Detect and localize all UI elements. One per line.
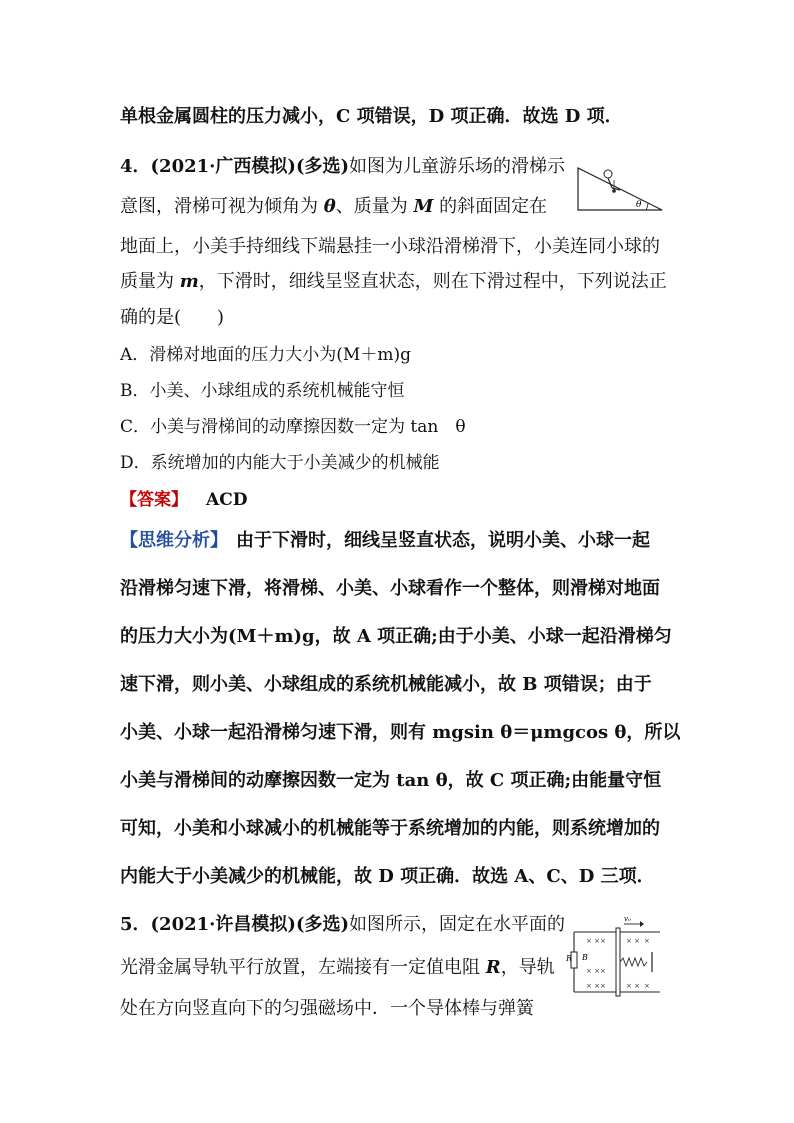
q5-stem-text-3: 处在方向竖直向下的匀强磁场中．一个导体棒与弹簧 xyxy=(120,998,534,1019)
option-c xyxy=(120,412,466,437)
svg-text:× ×: × × xyxy=(586,967,600,975)
mass-m-symbol: m xyxy=(179,271,199,292)
analysis-text-8: 内能大于小美减少的机械能，故 D 项正确．故选 A、C、D 三项． xyxy=(120,866,655,887)
option-a xyxy=(120,340,411,365)
q5-number: 5． xyxy=(120,914,151,935)
answer-line xyxy=(120,485,247,510)
analysis-line-3 xyxy=(120,622,672,648)
q4-stem-text-5: 确的是( ) xyxy=(120,307,225,328)
option-b-label: B． xyxy=(120,381,150,401)
analysis-line-4 xyxy=(120,670,652,696)
q5-stem-text-2b: ，导轨 xyxy=(500,957,555,978)
analysis-text-4: 速下滑，则小美、小球组成的系统机械能减小，故 B 项错误；由于 xyxy=(120,674,652,695)
analysis-text-5: 小美、小球一起沿滑梯匀速下滑，则有 mgsin θ＝μmgcos θ，所以 xyxy=(120,722,681,743)
small-ball xyxy=(612,189,616,193)
angle-arc xyxy=(646,203,648,210)
analysis-text-3: 的压力大小为(M＋m)g，故 A 项正确;由于小美、小球一起沿滑梯匀 xyxy=(120,626,672,647)
analysis-text-7: 可知，小美和小球减小的机械能等于系统增加的内能，则系统增加的 xyxy=(120,818,660,839)
conductor-rod xyxy=(616,928,620,996)
q4-stem-text-2c: 的斜面固定在 xyxy=(433,196,548,217)
figure-B-label: B xyxy=(582,953,588,962)
figure-R-label: R xyxy=(566,954,573,963)
analysis-label: 【思维分析】 xyxy=(120,530,228,551)
q5-source: (2021·许昌模拟) xyxy=(150,914,296,935)
intro-text: 单根金属圆柱的压力减小，C 项错误，D 项正确．故选 D 项． xyxy=(120,106,623,127)
answer-label: 【答案】 xyxy=(120,490,188,510)
q5-stem-line-1 xyxy=(120,910,565,936)
spring xyxy=(620,958,647,966)
analysis-line-1 xyxy=(120,526,650,552)
q4-stem-text-1: 如图为儿童游乐场的滑梯示 xyxy=(348,156,565,177)
option-c-text: 小美与滑梯间的动摩擦因数一定为 tan θ xyxy=(150,417,466,437)
figure-v0-label: v₀ xyxy=(624,915,631,923)
q4-stem-line-5 xyxy=(120,303,224,329)
mass-M-symbol: M xyxy=(413,196,434,217)
analysis-line-5 xyxy=(120,718,680,744)
svg-text:× ×: × × xyxy=(626,937,640,945)
theta-symbol: θ xyxy=(323,196,336,217)
q4-stem-text-4b: ，下滑时，细线呈竖直状态，则在下滑过程中，下列说法正 xyxy=(198,271,667,292)
q4-stem-line-1 xyxy=(120,152,565,178)
q5-stem-text-1: 如图所示，固定在水平面的 xyxy=(348,914,565,935)
q4-stem-line-3 xyxy=(120,232,660,258)
q4-stem-text-2a: 意图，滑梯可视为倾角为 xyxy=(120,196,324,217)
q4-stem-line-4 xyxy=(120,267,667,293)
svg-text:×: × xyxy=(644,982,650,990)
svg-text:× ×: × × xyxy=(626,982,640,990)
analysis-line-8 xyxy=(120,862,655,888)
analysis-text-6: 小美与滑梯间的动摩擦因数一定为 tan θ，故 C 项正确;由能量守恒 xyxy=(120,770,662,791)
option-b-text: 小美、小球组成的系统机械能守恒 xyxy=(149,381,405,401)
analysis-text-1: 由于下滑时，细线呈竖直状态，说明小美、小球一起 xyxy=(236,530,650,551)
q4-stem-line-2 xyxy=(120,192,547,218)
analysis-line-6 xyxy=(120,766,661,792)
intro-line xyxy=(120,102,623,128)
option-a-text: 滑梯对地面的压力大小为(M＋m)g xyxy=(149,345,411,365)
q5-stem-line-3 xyxy=(120,994,534,1020)
figure-theta-label: θ xyxy=(636,200,642,210)
analysis-line-2 xyxy=(120,574,660,600)
rail-figure xyxy=(566,914,666,998)
slide-incline xyxy=(578,168,662,210)
svg-text:×: × xyxy=(644,937,650,945)
slide-figure xyxy=(576,160,666,214)
q5-stem-text-2a: 光滑金属导轨平行放置，左端接有一定值电阻 xyxy=(120,957,486,978)
resistor-R-symbol: R xyxy=(485,957,501,978)
q4-stem-text-4a: 质量为 xyxy=(120,271,180,292)
analysis-text-2: 沿滑梯匀速下滑，将滑梯、小美、小球看作一个整体，则滑梯对地面 xyxy=(120,578,660,599)
option-c-label: C． xyxy=(120,417,151,437)
analysis-line-7 xyxy=(120,814,660,840)
svg-text:×: × xyxy=(600,937,606,945)
child-head xyxy=(604,170,612,178)
option-b xyxy=(120,376,405,401)
q4-tag: (多选) xyxy=(295,156,349,177)
answer-value: ACD xyxy=(206,490,248,510)
velocity-arrowhead xyxy=(640,921,644,927)
option-d-text: 系统增加的内能大于小美减少的机械能 xyxy=(150,453,440,473)
q4-number: 4． xyxy=(120,156,151,177)
q4-stem-text-3: 地面上，小美手持细线下端悬挂一小球沿滑梯滑下，小美连同小球的 xyxy=(120,236,660,257)
q4-stem-text-2b: 、质量为 xyxy=(335,196,414,217)
svg-text:× ×: × × xyxy=(586,937,600,945)
svg-text:× ×: × × xyxy=(586,982,600,990)
option-d xyxy=(120,448,440,473)
svg-text:×: × xyxy=(600,982,606,990)
q5-tag: (多选) xyxy=(295,914,349,935)
option-d-label: D． xyxy=(120,453,151,473)
q4-source: (2021·广西模拟) xyxy=(150,156,296,177)
svg-text:×: × xyxy=(600,967,606,975)
option-a-label: A． xyxy=(120,345,150,365)
q5-stem-line-2 xyxy=(120,953,555,979)
